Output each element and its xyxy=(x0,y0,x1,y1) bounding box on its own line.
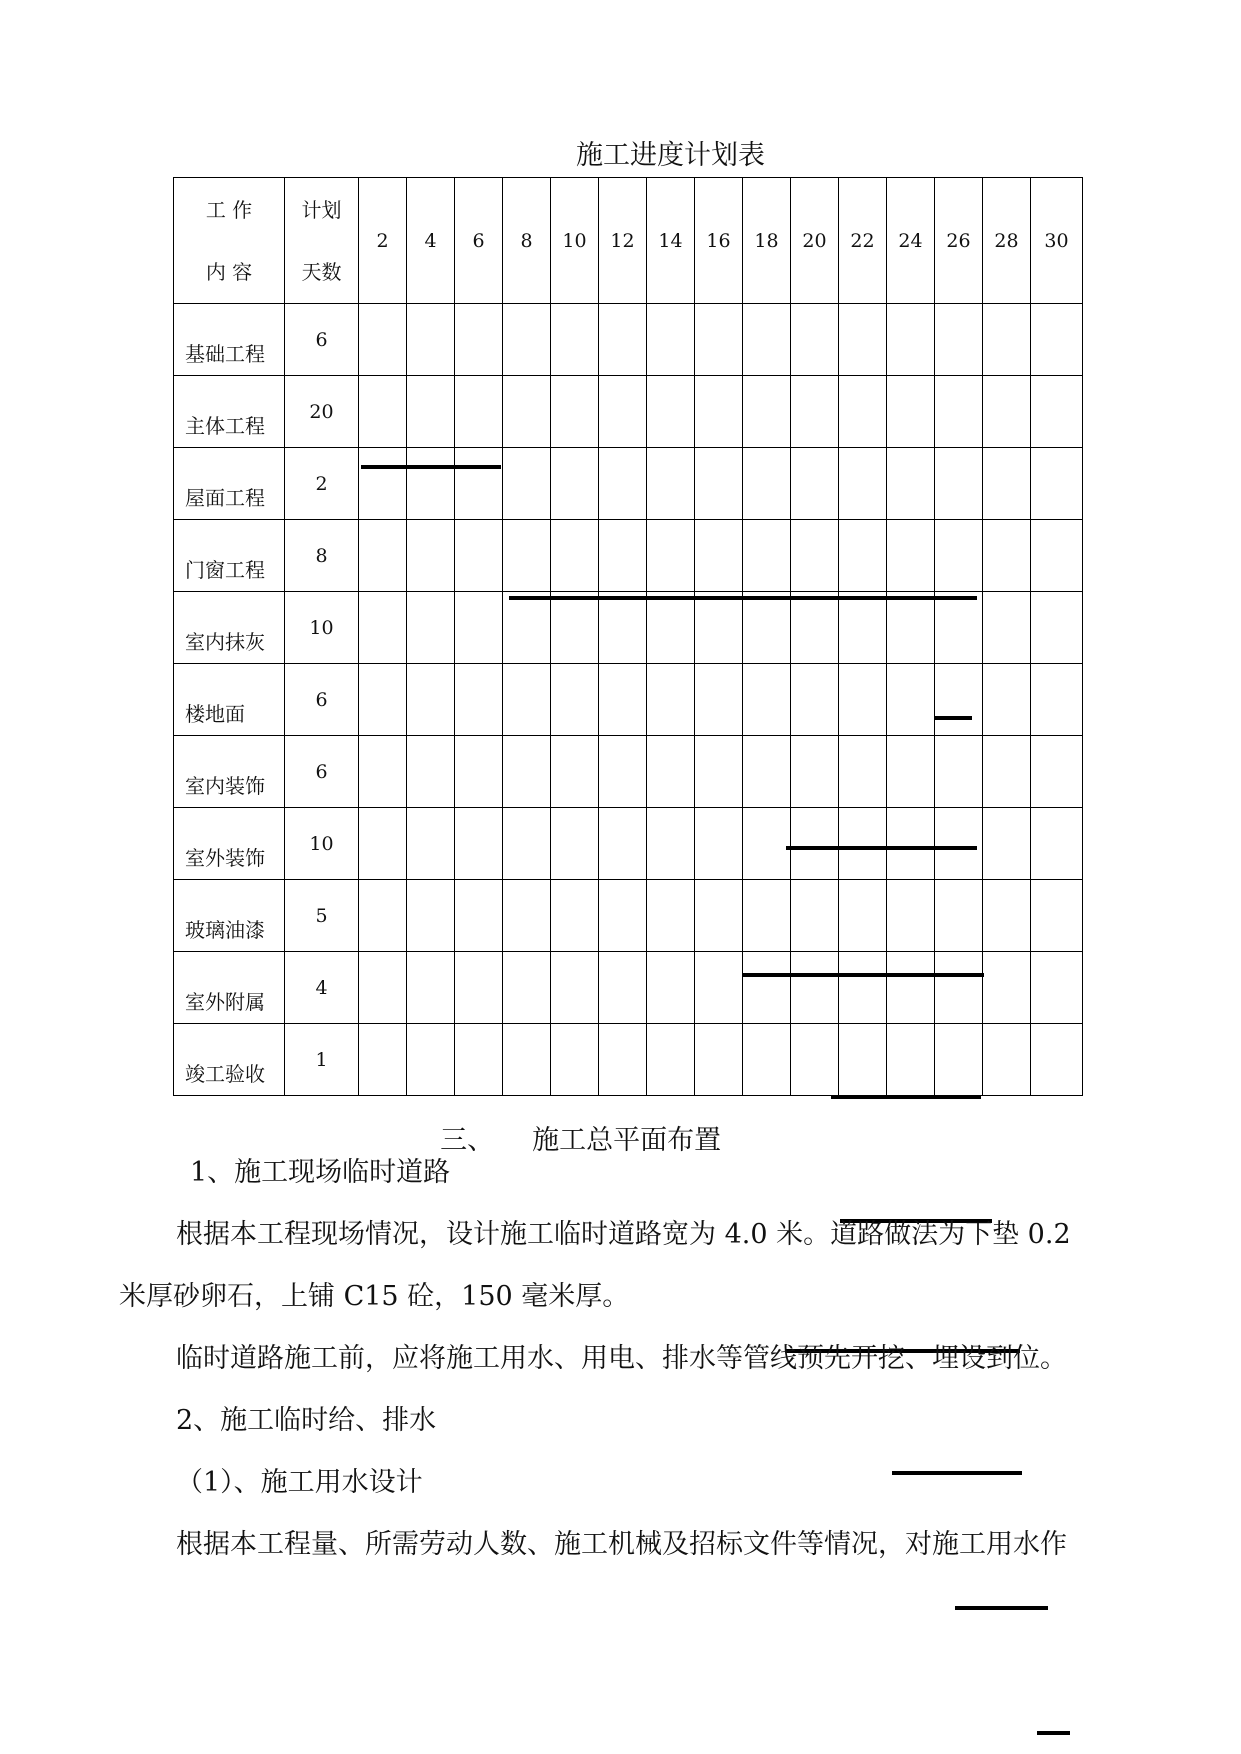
schedule-cell xyxy=(647,448,695,520)
table-row xyxy=(174,664,1083,736)
schedule-cell xyxy=(887,736,935,808)
schedule-cell xyxy=(407,880,455,952)
schedule-cell xyxy=(599,736,647,808)
schedule-cell xyxy=(503,520,551,592)
schedule-cell xyxy=(935,592,983,664)
schedule-cell xyxy=(983,448,1031,520)
table-row xyxy=(174,520,1083,592)
schedule-cell xyxy=(935,376,983,448)
header-day-cell: 26 xyxy=(935,178,983,304)
paragraph-line: 米厚砂卵石，上铺 C15 砼，150 毫米厚。 xyxy=(119,1281,630,1312)
header-day-cell: 30 xyxy=(1031,178,1083,304)
schedule-cell xyxy=(791,520,839,592)
task-name-cell: 竣工验收 xyxy=(174,1024,285,1096)
schedule-cell xyxy=(935,808,983,880)
schedule-cell xyxy=(695,448,743,520)
schedule-cell xyxy=(1031,880,1083,952)
task-name-cell: 楼地面 xyxy=(174,664,285,736)
schedule-cell xyxy=(983,376,1031,448)
task-name-cell: 室外装饰 xyxy=(174,808,285,880)
schedule-cell xyxy=(407,952,455,1024)
schedule-cell xyxy=(791,736,839,808)
table-row xyxy=(174,952,1083,1024)
header-day-cell: 10 xyxy=(551,178,599,304)
header-day-cell: 12 xyxy=(599,178,647,304)
schedule-cell xyxy=(647,592,695,664)
section-number: 三、 xyxy=(440,1125,495,1156)
schedule-cell xyxy=(647,304,695,376)
gantt-bar xyxy=(1037,1731,1070,1735)
schedule-cell xyxy=(1031,304,1083,376)
schedule-cell xyxy=(983,952,1031,1024)
schedule-cell xyxy=(743,736,791,808)
schedule-cell xyxy=(839,736,887,808)
schedule-cell xyxy=(743,520,791,592)
planned-days-cell: 6 xyxy=(285,304,359,376)
schedule-cell xyxy=(695,736,743,808)
schedule-cell xyxy=(695,880,743,952)
schedule-cell xyxy=(1031,736,1083,808)
schedule-cell xyxy=(599,880,647,952)
schedule-cell xyxy=(647,808,695,880)
gantt-bar xyxy=(955,1606,1048,1610)
schedule-cell xyxy=(503,664,551,736)
schedule-cell xyxy=(695,376,743,448)
schedule-cell xyxy=(551,304,599,376)
planned-days-cell: 4 xyxy=(285,952,359,1024)
schedule-cell xyxy=(599,952,647,1024)
header-day-cell: 22 xyxy=(839,178,887,304)
schedule-cell xyxy=(503,1024,551,1096)
task-name-cell: 屋面工程 xyxy=(174,448,285,520)
table-row xyxy=(174,304,1083,376)
schedule-cell xyxy=(599,664,647,736)
schedule-cell xyxy=(791,808,839,880)
schedule-cell xyxy=(551,736,599,808)
schedule-cell xyxy=(359,1024,407,1096)
task-name-cell: 门窗工程 xyxy=(174,520,285,592)
schedule-cell xyxy=(359,304,407,376)
schedule-cell xyxy=(647,736,695,808)
schedule-cell xyxy=(551,1024,599,1096)
schedule-cell xyxy=(791,880,839,952)
header-planned-days xyxy=(285,178,359,304)
schedule-cell xyxy=(887,664,935,736)
schedule-cell xyxy=(695,520,743,592)
schedule-cell xyxy=(791,1024,839,1096)
schedule-cell xyxy=(455,304,503,376)
schedule-cell xyxy=(359,592,407,664)
schedule-cell xyxy=(743,952,791,1024)
schedule-cell xyxy=(359,376,407,448)
table-header-row xyxy=(174,178,1083,304)
schedule-cell xyxy=(647,664,695,736)
schedule-cell xyxy=(455,952,503,1024)
gantt-bar xyxy=(509,596,977,600)
gantt-bar xyxy=(831,1095,981,1099)
schedule-cell xyxy=(551,808,599,880)
schedule-cell xyxy=(983,664,1031,736)
schedule-cell xyxy=(407,448,455,520)
schedule-cell xyxy=(791,376,839,448)
schedule-cell xyxy=(647,1024,695,1096)
header-days-line2: 天数 xyxy=(301,259,342,284)
schedule-cell xyxy=(839,448,887,520)
schedule-cell xyxy=(839,808,887,880)
planned-days-cell: 10 xyxy=(285,592,359,664)
gantt-bar xyxy=(892,1471,1022,1475)
schedule-cell xyxy=(647,376,695,448)
schedule-cell xyxy=(407,736,455,808)
schedule-cell xyxy=(647,520,695,592)
planned-days-cell: 2 xyxy=(285,448,359,520)
schedule-cell xyxy=(599,808,647,880)
schedule-cell xyxy=(791,448,839,520)
schedule-cell xyxy=(1031,376,1083,448)
schedule-cell xyxy=(935,448,983,520)
schedule-cell xyxy=(743,592,791,664)
schedule-cell xyxy=(407,592,455,664)
schedule-cell xyxy=(455,808,503,880)
schedule-cell xyxy=(551,952,599,1024)
schedule-cell xyxy=(359,448,407,520)
schedule-cell xyxy=(983,304,1031,376)
schedule-cell xyxy=(743,376,791,448)
schedule-cell xyxy=(887,808,935,880)
schedule-cell xyxy=(503,952,551,1024)
schedule-cell xyxy=(983,736,1031,808)
schedule-cell xyxy=(935,304,983,376)
planned-days-cell: 1 xyxy=(285,1024,359,1096)
schedule-cell xyxy=(935,664,983,736)
gantt-bar xyxy=(786,846,977,850)
header-work-line1: 工 作 xyxy=(205,197,253,222)
sub-heading: （1）、施工用水设计 xyxy=(176,1467,423,1498)
schedule-cell xyxy=(887,520,935,592)
schedule-cell xyxy=(983,520,1031,592)
schedule-cell xyxy=(407,520,455,592)
planned-days-cell: 5 xyxy=(285,880,359,952)
schedule-cell xyxy=(791,664,839,736)
schedule-cell xyxy=(503,448,551,520)
schedule-cell xyxy=(695,1024,743,1096)
schedule-cell xyxy=(1031,664,1083,736)
schedule-cell xyxy=(1031,520,1083,592)
schedule-cell xyxy=(359,880,407,952)
schedule-cell xyxy=(839,376,887,448)
task-name-cell: 室外附属 xyxy=(174,952,285,1024)
schedule-cell xyxy=(647,952,695,1024)
schedule-cell xyxy=(1031,808,1083,880)
item-heading: 2、施工临时给、排水 xyxy=(176,1405,437,1436)
schedule-cell xyxy=(503,376,551,448)
schedule-cell xyxy=(647,880,695,952)
schedule-cell xyxy=(839,664,887,736)
header-day-cell: 8 xyxy=(503,178,551,304)
schedule-cell xyxy=(983,592,1031,664)
section-title: 施工总平面布置 xyxy=(532,1125,722,1156)
schedule-cell xyxy=(455,664,503,736)
schedule-cell xyxy=(839,1024,887,1096)
task-name-cell: 室内装饰 xyxy=(174,736,285,808)
item-heading: 1、施工现场临时道路 xyxy=(190,1157,451,1188)
schedule-cell xyxy=(359,808,407,880)
schedule-cell xyxy=(455,376,503,448)
schedule-cell xyxy=(551,592,599,664)
schedule-cell xyxy=(1031,952,1083,1024)
schedule-table xyxy=(173,177,1083,1096)
schedule-cell xyxy=(551,664,599,736)
schedule-cell xyxy=(407,1024,455,1096)
schedule-cell xyxy=(359,664,407,736)
table-row xyxy=(174,592,1083,664)
schedule-cell xyxy=(695,592,743,664)
schedule-cell xyxy=(551,520,599,592)
schedule-cell xyxy=(743,448,791,520)
schedule-cell xyxy=(1031,448,1083,520)
schedule-cell xyxy=(407,304,455,376)
schedule-cell xyxy=(839,520,887,592)
gantt-bar xyxy=(361,465,501,469)
schedule-cell xyxy=(599,448,647,520)
schedule-cell xyxy=(455,592,503,664)
schedule-cell xyxy=(599,520,647,592)
schedule-cell xyxy=(887,880,935,952)
schedule-cell xyxy=(935,736,983,808)
table-row xyxy=(174,880,1083,952)
schedule-cell xyxy=(839,880,887,952)
page-title: 施工进度计划表 xyxy=(576,140,765,171)
table-row xyxy=(174,808,1083,880)
schedule-cell xyxy=(695,952,743,1024)
schedule-cell xyxy=(599,376,647,448)
header-day-cell: 2 xyxy=(359,178,407,304)
task-name-cell: 主体工程 xyxy=(174,376,285,448)
schedule-cell xyxy=(887,448,935,520)
schedule-cell xyxy=(695,664,743,736)
schedule-cell xyxy=(887,592,935,664)
planned-days-cell: 6 xyxy=(285,736,359,808)
schedule-cell xyxy=(455,880,503,952)
header-day-cell: 18 xyxy=(743,178,791,304)
schedule-cell xyxy=(455,448,503,520)
schedule-cell xyxy=(983,880,1031,952)
schedule-cell xyxy=(743,304,791,376)
schedule-cell xyxy=(887,304,935,376)
section-heading xyxy=(423,1087,721,1157)
schedule-cell xyxy=(455,736,503,808)
schedule-cell xyxy=(983,808,1031,880)
header-work-content xyxy=(174,178,285,304)
schedule-cell xyxy=(839,952,887,1024)
schedule-cell xyxy=(1031,1024,1083,1096)
schedule-cell xyxy=(839,304,887,376)
schedule-cell xyxy=(935,1024,983,1096)
schedule-cell xyxy=(887,952,935,1024)
header-work-line2: 内 容 xyxy=(205,259,253,284)
schedule-cell xyxy=(503,808,551,880)
schedule-cell xyxy=(791,304,839,376)
schedule-cell xyxy=(983,1024,1031,1096)
schedule-cell xyxy=(599,304,647,376)
schedule-cell xyxy=(407,376,455,448)
schedule-cell xyxy=(551,376,599,448)
schedule-cell xyxy=(935,520,983,592)
task-name-cell: 基础工程 xyxy=(174,304,285,376)
schedule-cell xyxy=(551,880,599,952)
schedule-cell xyxy=(551,448,599,520)
schedule-cell xyxy=(695,304,743,376)
schedule-cell xyxy=(791,592,839,664)
table-row xyxy=(174,1024,1083,1096)
schedule-cell xyxy=(359,520,407,592)
schedule-cell xyxy=(743,808,791,880)
gantt-bar xyxy=(742,973,984,977)
schedule-cell xyxy=(935,952,983,1024)
table-row xyxy=(174,448,1083,520)
schedule-cell xyxy=(359,952,407,1024)
schedule-cell xyxy=(887,376,935,448)
planned-days-cell: 20 xyxy=(285,376,359,448)
schedule-cell xyxy=(503,304,551,376)
header-day-cell: 4 xyxy=(407,178,455,304)
schedule-cell xyxy=(743,664,791,736)
header-day-cell: 28 xyxy=(983,178,1031,304)
schedule-cell xyxy=(359,736,407,808)
schedule-cell xyxy=(455,520,503,592)
header-day-cell: 24 xyxy=(887,178,935,304)
header-day-cell: 20 xyxy=(791,178,839,304)
schedule-cell xyxy=(791,952,839,1024)
gantt-bar xyxy=(934,716,972,720)
planned-days-cell: 8 xyxy=(285,520,359,592)
schedule-cell xyxy=(839,592,887,664)
paragraph-line: 根据本工程现场情况，设计施工临时道路宽为 4.0 米。道路做法为下垫 0.2 xyxy=(176,1219,1071,1250)
schedule-cell xyxy=(503,736,551,808)
task-name-cell: 玻璃油漆 xyxy=(174,880,285,952)
schedule-cell xyxy=(1031,592,1083,664)
schedule-cell xyxy=(503,592,551,664)
table-row xyxy=(174,736,1083,808)
schedule-cell xyxy=(599,1024,647,1096)
header-day-cell: 14 xyxy=(647,178,695,304)
schedule-cell xyxy=(503,880,551,952)
paragraph: 临时道路施工前，应将施工用水、用电、排水等管线预先开挖、埋设到位。 xyxy=(176,1343,1067,1374)
schedule-cell xyxy=(935,880,983,952)
schedule-cell xyxy=(407,808,455,880)
schedule-cell xyxy=(455,1024,503,1096)
planned-days-cell: 6 xyxy=(285,664,359,736)
schedule-cell xyxy=(887,1024,935,1096)
header-day-cell: 16 xyxy=(695,178,743,304)
planned-days-cell: 10 xyxy=(285,808,359,880)
schedule-cell xyxy=(599,592,647,664)
schedule-cell xyxy=(407,664,455,736)
header-days-line1: 计划 xyxy=(301,197,342,222)
header-day-cell: 6 xyxy=(455,178,503,304)
table-row xyxy=(174,376,1083,448)
paragraph: 根据本工程量、所需劳动人数、施工机械及招标文件等情况，对施工用水作 xyxy=(176,1529,1067,1560)
task-name-cell: 室内抹灰 xyxy=(174,592,285,664)
schedule-cell xyxy=(743,880,791,952)
schedule-cell xyxy=(695,808,743,880)
schedule-cell xyxy=(743,1024,791,1096)
